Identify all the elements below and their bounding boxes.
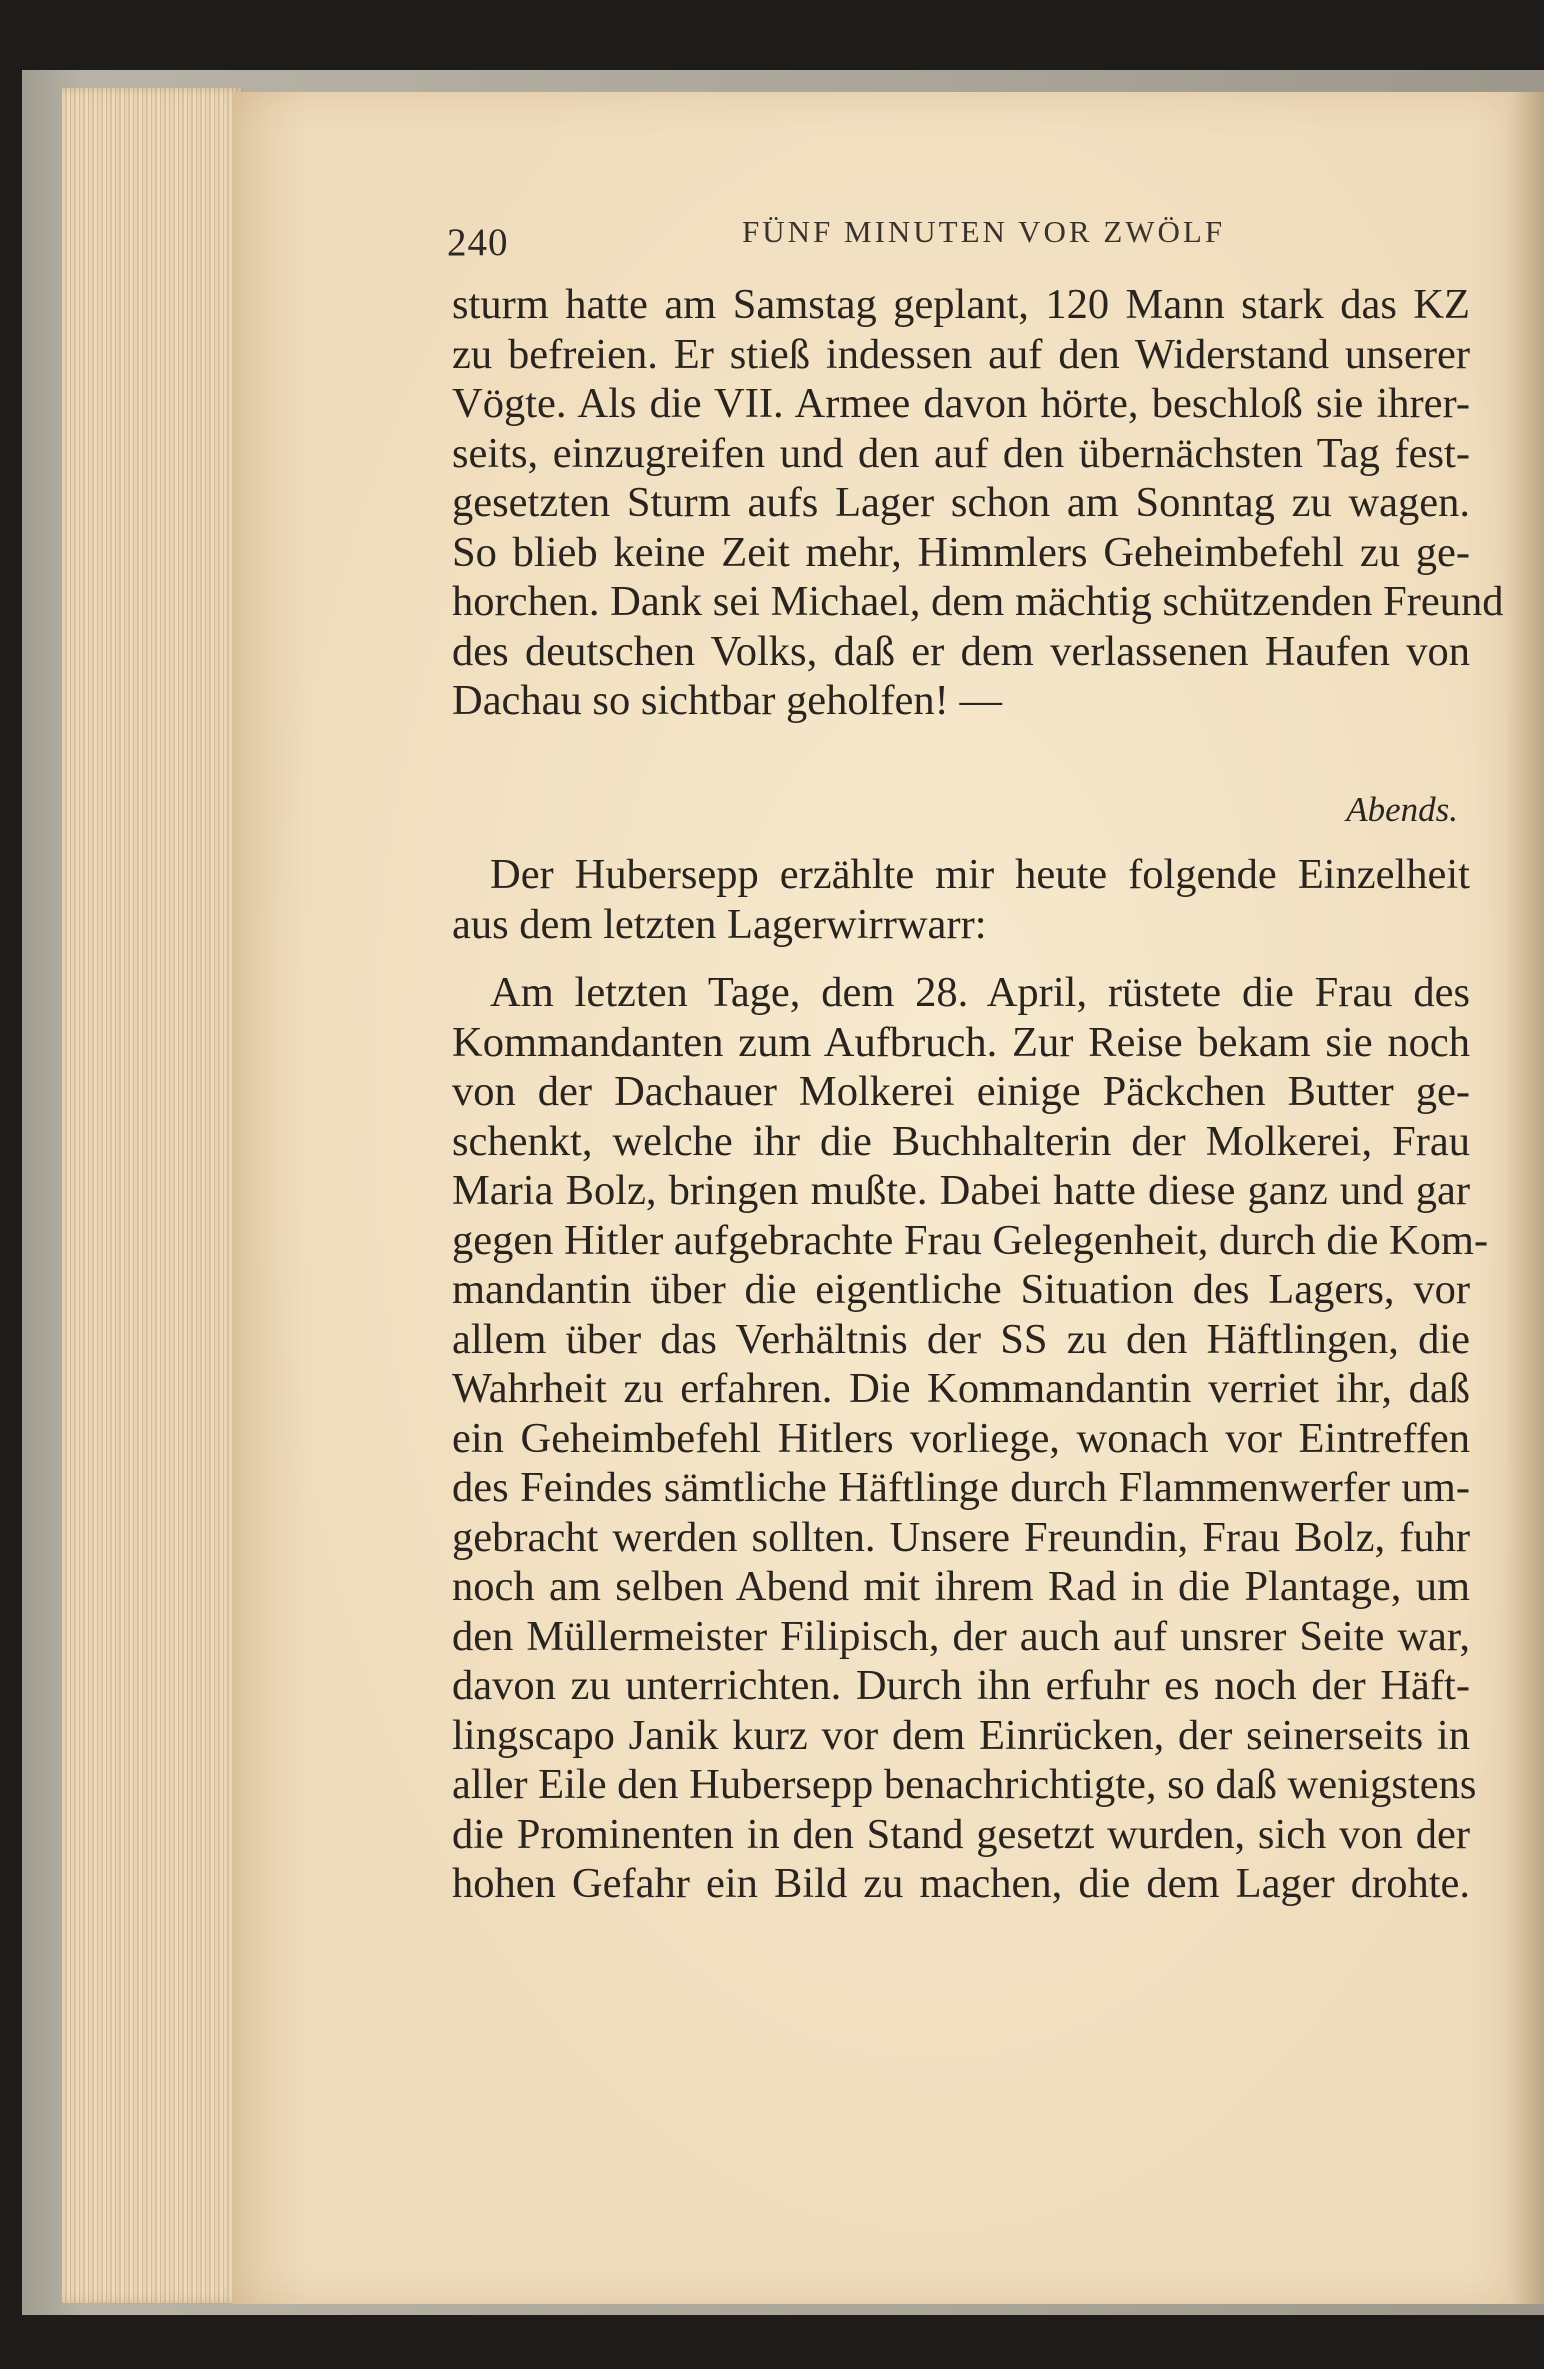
text-line: aller Eile den Hubersepp benachrichtigte, so daß wenigstens (452, 1761, 1477, 1808)
text-line: noch am selben Abend mit ihrem Rad in die Plantage, um (452, 1563, 1470, 1610)
text-line: Maria Bolz, bringen mußte. Dabei hatte diese ganz und gar (452, 1167, 1470, 1214)
page-number: 240 (447, 221, 509, 264)
text-line: lingscapo Janik kurz vor dem Einrücken, der seinerseits in (452, 1711, 1470, 1759)
page-edges (62, 88, 242, 2303)
text-line: von der Dachauer Molkerei einige Päckchen Butter ge- (452, 1068, 1470, 1115)
text-line: Dachau so sichtbar geholfen! — (452, 677, 1002, 724)
text-line: schenkt, welche ihr die Buchhalterin der Molkerei, Frau (452, 1117, 1470, 1165)
text-line: hohen Gefahr ein Bild zu machen, die dem Lager drohte. (452, 1860, 1470, 1907)
running-head: FÜNF MINUTEN VOR ZWÖLF (742, 214, 1226, 249)
text-line: Der Hubersepp erzählte mir heute folgende Einzelheit (490, 851, 1470, 898)
text-line: Kommandanten zum Aufbruch. Zur Reise bekam sie noch (452, 1018, 1470, 1066)
text-line: seits, einzugreifen und den auf den übernächsten Tag fest- (452, 429, 1470, 477)
next-page-edge (1508, 92, 1544, 2304)
text-line: So blieb keine Zeit mehr, Himmlers Geheimbefehl zu ge- (452, 528, 1470, 576)
text-line: Wahrheit zu erfahren. Die Kommandantin verriet ihr, daß (452, 1365, 1470, 1412)
text-line: horchen. Dank sei Michael, dem mächtig schützenden Freund (452, 578, 1504, 625)
dateline: Abends. (1346, 790, 1458, 829)
text-line: gesetzten Sturm aufs Lager schon am Sonntag zu wagen. (452, 479, 1470, 526)
text-line: mandantin über die eigentliche Situation des Lagers, vor (452, 1266, 1470, 1313)
text-line: die Prominenten in den Stand gesetzt wurden, sich von der (452, 1810, 1470, 1858)
text-line: aus dem letzten Lagerwirrwarr: (452, 900, 987, 948)
text-line: sturm hatte am Samstag geplant, 120 Mann stark das KZ (452, 281, 1470, 328)
paragraph-2 (452, 850, 1470, 949)
page-header (447, 208, 1477, 264)
text-line: den Müllermeister Filipisch, der auch auf unsrer Seite war, (452, 1612, 1470, 1660)
text-line: des Feindes sämtliche Häftlinge durch Flammenwerfer um- (452, 1464, 1470, 1511)
text-line: davon zu unterrichten. Durch ihn erfuhr es noch der Häft- (452, 1662, 1470, 1709)
text-line: des deutschen Volks, daß er dem verlassenen Haufen von (452, 627, 1470, 675)
text-line: ein Geheimbefehl Hitlers vorliege, wonach vor Eintreffen (452, 1414, 1470, 1462)
text-line: gegen Hitler aufgebrachte Frau Gelegenheit, durch die Kom- (452, 1216, 1489, 1264)
text-line: Am letzten Tage, dem 28. April, rüstete die Frau des (490, 969, 1470, 1016)
paragraph-3 (452, 968, 1489, 1909)
text-line: allem über das Verhältnis der SS zu den Häftlingen, die (452, 1315, 1470, 1363)
text-line: gebracht werden sollten. Unsere Freundin, Frau Bolz, fuhr (452, 1513, 1470, 1561)
paragraph-1 (452, 280, 1504, 726)
text-line: zu befreien. Er stieß indessen auf den Widerstand unserer (452, 330, 1470, 378)
text-line: Vögte. Als die VII. Armee davon hörte, beschloß sie ihrer- (452, 380, 1470, 427)
